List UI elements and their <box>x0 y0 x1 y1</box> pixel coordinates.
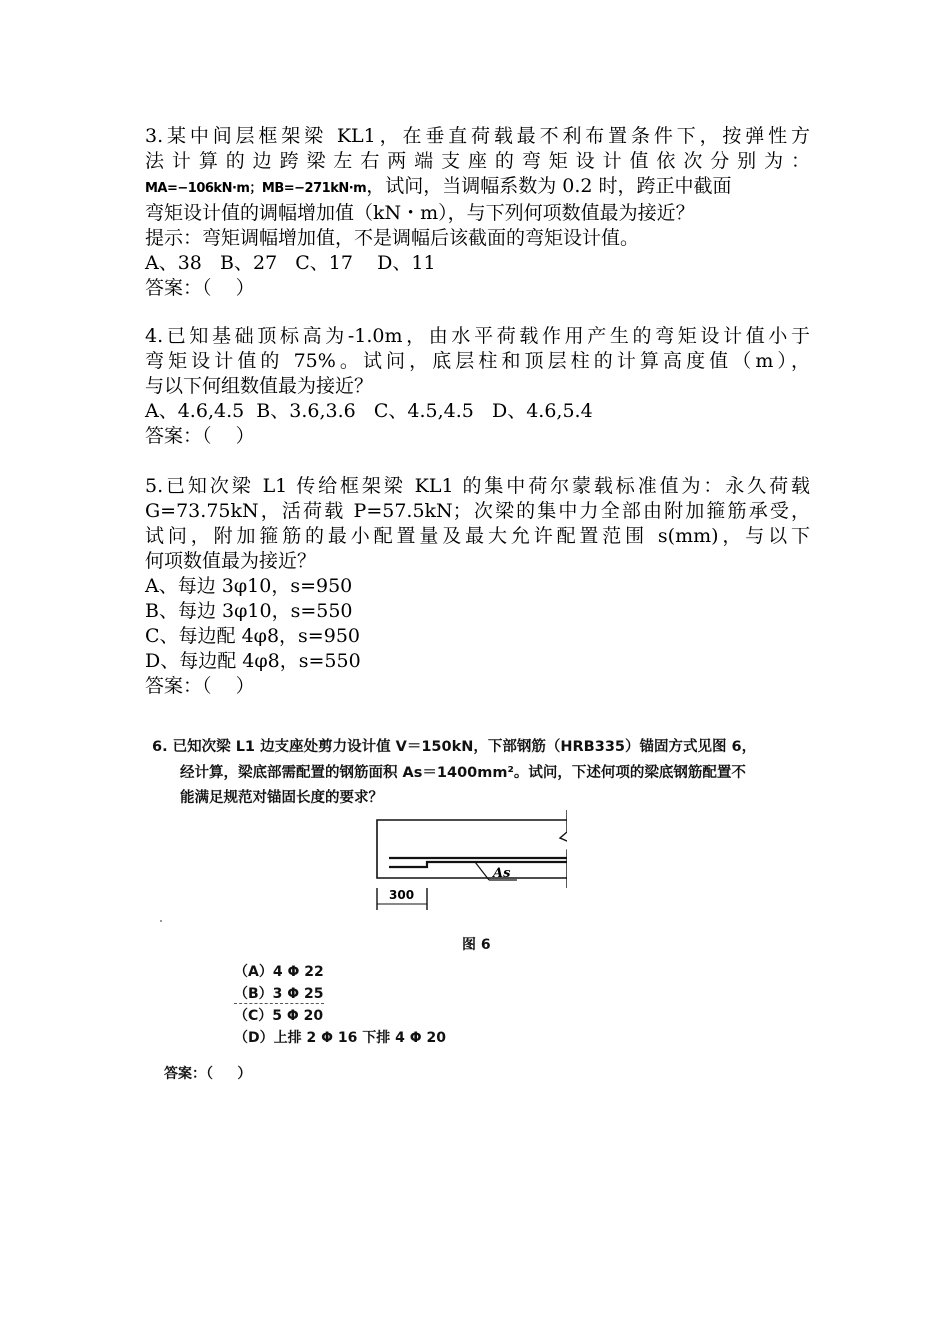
q3-line-3 <box>145 174 810 201</box>
q3-options: A、38 B、27 C、17 D、11 <box>145 252 436 274</box>
break-mark <box>560 810 567 888</box>
as-label: As <box>493 866 511 881</box>
q5-line-3: 试问，附加箍筋的最小配置量及最大允许配置范围 s(mm)，与以下 <box>145 525 810 547</box>
q6-option-a: （A）4 Φ 22 <box>234 964 324 980</box>
scan-speck <box>160 920 162 922</box>
q3-line-4: 弯矩设计值的调幅增加值（kN・m），与下列何项数值最为接近？ <box>145 202 695 224</box>
anchorage-figure <box>367 810 567 920</box>
q6-line-1: 6. 已知次梁 L1 边支座处剪力设计值 V＝150kN，下部钢筋（HRB335）锚固方式见图 6， <box>152 739 757 755</box>
question-3 <box>145 124 810 301</box>
q3-line-2: 法计算的边跨梁左右两端支座的弯矩设计值依次分别为： <box>145 150 810 172</box>
q6-option-d: （D）上排 2 Φ 16 下排 4 Φ 20 <box>234 1030 446 1046</box>
question-4 <box>145 324 810 449</box>
q3-line-3-text: ，试问，当调幅系数为 0.2 时，跨正中截面 <box>366 175 732 197</box>
q4-line-3: 与以下何组数值最为接近？ <box>145 375 374 397</box>
q5-answer: 答案：（ ） <box>145 675 255 697</box>
q5-line-1: 5.已知次梁 L1 传给框架梁 KL1 的集中荷尔蒙载标准值为：永久荷载 <box>145 475 810 497</box>
q3-line-5: 提示：弯矩调幅增加值，不是调幅后该截面的弯矩设计值。 <box>145 227 640 249</box>
q5-line-4: 何项数值最为接近？ <box>145 550 317 572</box>
q4-answer: 答案：（ ） <box>145 425 255 447</box>
beam-outline <box>377 820 567 878</box>
q6-line-2: 经计算，梁底部需配置的钢筋面积 As＝1400mm²。试问，下述何项的梁底钢筋配置不 <box>180 765 746 781</box>
figure-caption: 图 6 <box>462 937 491 953</box>
q4-options: A、4.6,4.5 B、3.6,3.6 C、4.5,4.5 D、4.6,5.4 <box>145 400 593 422</box>
q6-option-b: （B）3 Φ 25 <box>234 983 324 1004</box>
q5-option-a: A、每边 3φ10，s=950 <box>145 575 353 597</box>
q4-line-2: 弯矩设计值的 75%。试问，底层柱和顶层柱的计算高度值（m）， <box>145 350 810 372</box>
q3-moment-formula: MA=−106kN·m；MB=−271kN·m <box>145 181 367 196</box>
question-6-scan <box>152 725 812 1085</box>
q5-option-c: C、每边配 4φ8，s=950 <box>145 625 360 647</box>
q3-line-1: 3.某中间层框架梁 KL1，在垂直荷载最不利布置条件下，按弹性方 <box>145 125 810 147</box>
q6-line-3: 能满足规范对锚固长度的要求？ <box>180 790 383 806</box>
q6-answer: 答案：（ ） <box>164 1066 252 1082</box>
q5-option-b: B、每边 3φ10，s=550 <box>145 600 353 622</box>
dimension-300: 300 <box>389 888 415 902</box>
q3-answer: 答案：（ ） <box>145 277 255 299</box>
q5-line-2: G=73.75kN，活荷载 P=57.5kN；次梁的集中力全部由附加箍筋承受， <box>145 500 810 522</box>
q5-option-d: D、每边配 4φ8，s=550 <box>145 650 361 672</box>
question-5 <box>145 474 810 699</box>
q6-option-c: （C）5 Φ 20 <box>234 1008 324 1024</box>
q4-line-1: 4.已知基础顶标高为-1.0m，由水平荷载作用产生的弯矩设计值小于 <box>145 325 810 347</box>
